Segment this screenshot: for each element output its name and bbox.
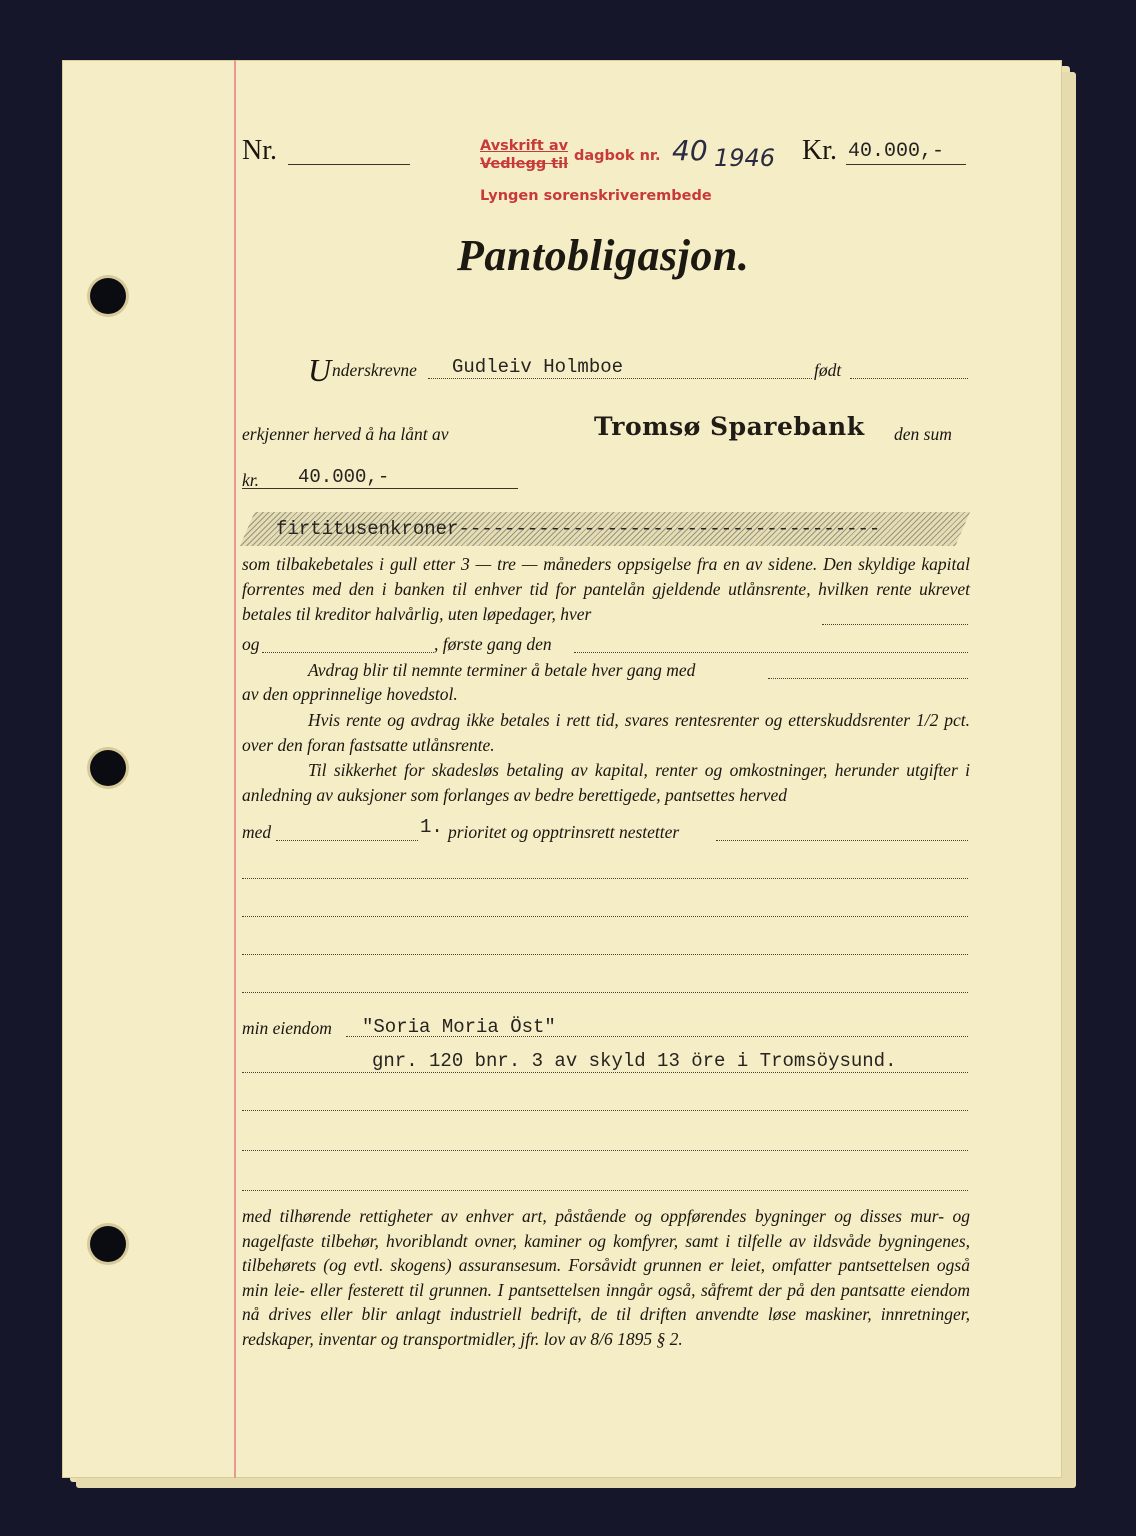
punch-hole-icon: [90, 750, 126, 786]
document-title: Pantobligasjon.: [457, 231, 750, 280]
punch-hole-icon: [90, 1226, 126, 1262]
sikkerhet-paragraph: Til sikkerhet for skadesløs betaling av kapital, renter og omkostninger, herunder utgifter i anledning av auksjoner som forlanges av bedre berettigede, pantsettes herved: [242, 760, 970, 805]
underskrevne-dots: [428, 378, 812, 379]
blank-line: [242, 992, 968, 993]
document-page: [62, 60, 1062, 1478]
av-den-line: av den opprinnelige hovedstol.: [242, 684, 458, 704]
fodt-dots: [850, 378, 968, 379]
kr-label: Kr.: [802, 135, 837, 166]
avdrag-line: Avdrag blir til nemnte terminer å betale hver gang med: [308, 660, 696, 680]
nr-label: Nr.: [242, 135, 277, 166]
prioritet-label: prioritet og opptrinsrett nestetter: [448, 822, 680, 842]
med-dots: [276, 840, 418, 841]
og-label: og: [242, 634, 260, 654]
initial-U: U: [308, 352, 332, 388]
avdrag-dots: [768, 678, 968, 679]
stamp-dagbok: dagbok nr.: [574, 148, 661, 164]
hver-dots: [822, 624, 968, 625]
margin-line: [234, 60, 236, 1478]
den-sum-label: den sum: [894, 424, 952, 444]
kr-line: [846, 164, 966, 165]
fodt-label: født: [814, 360, 842, 380]
blank-line: [242, 1110, 968, 1111]
kr-sum-value: 40.000,-: [298, 466, 390, 488]
amount-words: firtitusenkroner-------------------------------------: [276, 518, 881, 540]
blank-line: [242, 1150, 968, 1151]
erkjenner-label: erkjenner herved å ha lånt av: [242, 424, 449, 444]
min-eiendom-label: min eiendom: [242, 1018, 332, 1038]
kr-amount: 40.000,-: [848, 140, 945, 163]
stamp-avskrift: Avskrift av: [480, 138, 569, 154]
kr-sum-label: kr.: [242, 470, 260, 490]
underskrevne-label: nderskrevne: [332, 360, 417, 380]
lender-name: Tromsø Sparebank: [594, 412, 865, 441]
property-description: gnr. 120 bnr. 3 av skyld 13 öre i Tromsöysund.: [372, 1050, 897, 1072]
property-name: "Soria Moria Öst": [362, 1016, 556, 1038]
hvis-paragraph: Hvis rente og avdrag ikke betales i rett tid, svares rentesrenter og etterskuddsrenter 1/2 pct. over den foran fastsatte utlånsrente.: [242, 710, 970, 755]
nr-line: [288, 164, 410, 165]
blank-line: [242, 878, 968, 879]
kr-sum-line: [242, 488, 518, 489]
blank-line: [242, 916, 968, 917]
forste-gang-label: , første gang den: [434, 634, 552, 654]
closing-paragraph: med tilhørende rettigheter av enhver art, påstående og oppførendes bygninger og disses mur- og nagelfaste tilbehør, hvoriblandt ovner, kaminer og komfyrer, samt i tilfelle av ildsvåde bygningenes, tilbehørets (og evtl. skogens) assuransesum. Forsåvidt grunnen er leiet, omfatter pantsettelsen også min leie- eller festerett til grunnen. I pantsettelsen inngår også, såfremt der på den pantsatte eiendom nå drives eller blir anlagt industriell bedrift, de til driften anvendte løse maskiner, innretninger, redskaper, inventar og transportmidler, jfr. lov av 8/6 1895 § 2.: [242, 1206, 970, 1349]
blank-line: [242, 954, 968, 955]
repay-paragraph: som tilbakebetales i gull etter 3 — tre — måneders oppsigelse fra en av sidene. Den skyldige kapital forrentes med den i banken til enhver tid for pantelån gjeldende utlånsrente, hvilken rente ukrevet betales til kreditor halvårlig, uten løpedager, hver: [242, 554, 970, 624]
med-label: med: [242, 822, 272, 842]
priority-value: 1.: [420, 816, 443, 838]
og-dots: [262, 652, 434, 653]
dagbok-number: 40: [672, 134, 708, 167]
dagbok-year: 1946: [714, 144, 776, 172]
stamp-vedlegg: Vedlegg til: [480, 156, 569, 172]
stamp-office: Lyngen sorenskriverembede: [480, 188, 712, 204]
prioritet-dots: [716, 840, 968, 841]
forste-gang-dots: [574, 652, 968, 653]
underskrevne-value: Gudleiv Holmboe: [452, 356, 624, 378]
blank-line: [242, 1190, 968, 1191]
punch-hole-icon: [90, 278, 126, 314]
blank-line: [242, 1072, 968, 1073]
